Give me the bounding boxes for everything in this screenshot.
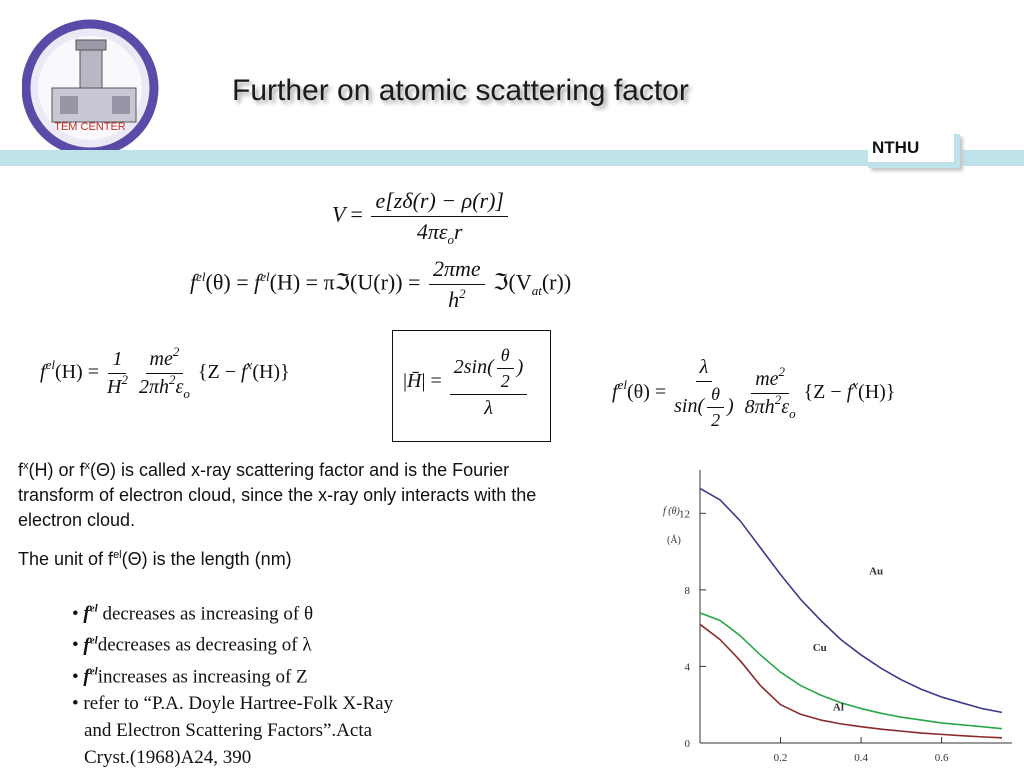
y-tick-label: 12 — [679, 508, 690, 521]
list-item: • $f^{el}decreases$ as decreasing of λ — [72, 634, 312, 656]
y-tick-label: 0 — [684, 738, 690, 750]
chart-curves — [700, 488, 1002, 737]
list-item: • $f^{el}increases$ as increasing of Z — [72, 665, 308, 687]
scattering-factor-chart — [655, 440, 1024, 768]
boxed-equation-h: |H̄| = 2sin( $\frac{\theta}{2}$ ) λ — [392, 330, 551, 442]
y-tick-label: 8 — [684, 584, 690, 597]
y-axis-label: f (θ) — [663, 506, 680, 517]
equation-potential: V = $\frac{e[z\delta(r) - \rho(r)]}{4\pi\varepsilon_or}$ — [332, 188, 511, 245]
series-label-al: Al — [832, 701, 844, 714]
logo-text: TEM CENTER — [54, 121, 126, 133]
series-line-au — [700, 488, 1002, 712]
y-axis-unit: (Å) — [667, 535, 681, 546]
x-tick-label: 0.6 — [934, 752, 949, 764]
tem-center-logo — [22, 18, 162, 158]
chart-labels — [663, 506, 883, 713]
list-item: • refer to “P.A. Doyle Hartree-Folk X-Ray — [72, 692, 394, 714]
series-label-cu: Cu — [812, 642, 827, 655]
equation-fel-fourier: $f^{el}(\theta) = f^{el}(H)$ = πℑ(U(r)) = $\frac{\text{2πme}}{h^2}$ $ℑ(V_{at}(r))$ — [190, 256, 572, 312]
series-label-au: Au — [869, 565, 884, 578]
paragraph-xray-factor: $f^x(H)$ or $f^x(\Theta)$ is called x-ray scattering factor and is the Fourier transform of electron cloud, since the x-ray only interacts with the electron cloud. — [18, 460, 537, 530]
x-tick-label: 0.2 — [773, 752, 788, 764]
paragraph-unit: The unit of $f^{el}(\Theta)$ is the length (nm) — [18, 549, 292, 569]
x-tick-label: 0.4 — [854, 752, 868, 764]
series-line-cu — [700, 613, 1002, 729]
chart-axes — [700, 470, 1012, 743]
equation-mott-bethe-h: $f^{el}(H)$ = $\frac{1}{H^2}$ $\frac{me^2}{2\pi h^2\varepsilon_o}$ $\{Z - f^x(H)\}$ — [40, 344, 290, 401]
bullet-list — [72, 596, 492, 771]
list-item: • $f^{el}$ decreases as increasing of θ — [72, 603, 314, 625]
y-tick-label: 4 — [684, 661, 690, 674]
slide-title: Further on atomic scattering factor — [232, 74, 689, 107]
chart-ticks — [679, 508, 949, 764]
reference-line: and Electron Scattering Factors”.Acta — [84, 719, 373, 741]
reference-line: Cryst.(1968)A24, 390 — [84, 746, 252, 768]
equation-mott-bethe-theta: $f^{el}(\theta)$ = λ sin( $\frac{\theta}{2}$ ) $\frac{me^2}{8\pi h^2\varepsilon_o}$ $\{Z - f^x(H)\}$ — [612, 356, 896, 430]
badge-label: NTHU — [872, 138, 920, 157]
nthu-badge — [868, 134, 960, 168]
